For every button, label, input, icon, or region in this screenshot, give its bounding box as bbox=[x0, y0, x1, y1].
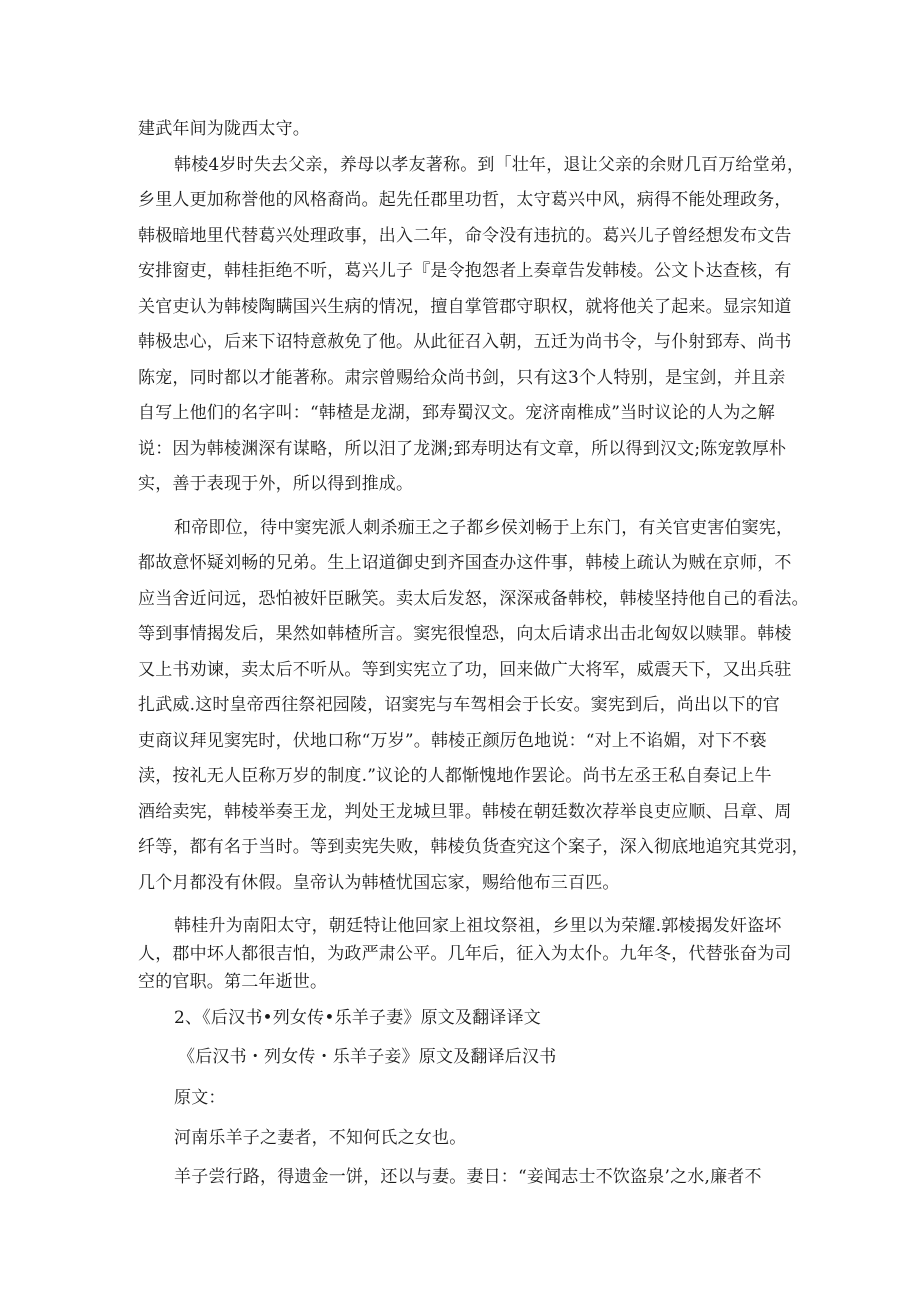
paragraph-line: 陈宠，同时都以才能著称。肃宗曾赐给众尚书剑，只有这3个人特别，是宝剑，并且亲 bbox=[138, 368, 786, 388]
paragraph-line: 韩极暗地里代替葛兴处理政事，出入二年，命令没有违抗的。葛兴儿子曾经想发布文告 bbox=[138, 226, 792, 246]
paragraph-line: 酒给卖宪，韩棱举奏王龙，判处王龙城旦罪。韩棱在朝廷数次荐举良吏应顺、吕章、周 bbox=[138, 802, 792, 822]
section-heading: 2、《后汉书•列女传•乐羊子妻》原文及翻译译文 bbox=[174, 1008, 541, 1028]
paragraph-line: 韩极忠心，后来下诏特意赦免了他。从此征召入朝，五迁为尚书令，与仆射郅寿、尚书 bbox=[138, 332, 792, 352]
original-text-label: 原文： bbox=[174, 1088, 226, 1108]
paragraph-line: 都故意怀疑刘畅的兄弟。生上诏道御史到齐国查办这件事，韩棱上疏认为贼在京师，不 bbox=[138, 553, 792, 573]
paragraph-line: 应当舍近问远，恐怕被奸臣瞅笑。卖太后发怒，深深戒备韩校，韩棱坚持他自己的看法。 bbox=[138, 589, 809, 609]
paragraph-line: 自写上他们的名字叫：“韩楂是龙湖，郅寿蜀汉文。宠济南椎成”当时议论的人为之解 bbox=[138, 403, 775, 423]
paragraph-line: 等到事情揭发后，果然如韩楂所言。窦宪很惶恐，向太后请求出击北匈奴以赎罪。韩棱 bbox=[138, 624, 792, 644]
paragraph-line: 关官吏认为韩棱陶瞒国兴生病的情况，擅自掌管郡守职权，就将他关了起来。显宗知道 bbox=[138, 297, 792, 317]
paragraph-line: 几个月都没有休假。皇帝认为韩楂忧国忘家，赐给他布三百匹。 bbox=[138, 873, 620, 893]
paragraph-line: 安排窗吏，韩桂拒绝不听，葛兴儿子『是令抱怨者上奏章告发韩棱。公文卜达查核，有 bbox=[138, 261, 792, 281]
paragraph-line: 吏商议拜见窦宪时，伏地口称“万岁”。韩棱正颜厉色地说：“对上不谄媚，对下不亵 bbox=[138, 731, 767, 751]
paragraph-line: 羊子尝行路，得遗金一饼，还以与妻。妻日：“妾闻志士不饮盗泉’之水,廉者不 bbox=[174, 1167, 762, 1187]
paragraph-line: 乡里人更加称誉他的风格裔尚。起先任郡里功哲，太守葛兴中风，病得不能处理政务， bbox=[138, 190, 792, 210]
paragraph-line: 河南乐羊子之妻者，不知何氏之女也。 bbox=[174, 1128, 467, 1148]
paragraph-line: 说：因为韩棱渊深有谋略，所以汨了龙渊;郅寿明达有文章，所以得到汉文;陈宠敦厚朴 bbox=[138, 439, 787, 459]
paragraph-line: 韩桂升为南阳太守，朝廷特让他回家上祖坟祭祖，乡里以为荣耀.郭棱揭发奸盗坏 bbox=[174, 916, 782, 936]
paragraph-line: 建武年间为陇西太守。 bbox=[138, 119, 310, 139]
paragraph-line: 又上书劝谏，卖太后不听从。等到实宪立了功，回来做广大将军，威震天下，又出兵驻 bbox=[138, 660, 792, 680]
paragraph-line: 实，善于表现于外，所以得到推成。 bbox=[138, 474, 414, 494]
paragraph-line: 空的官职。第二年逝世。 bbox=[138, 972, 328, 992]
paragraph-line: 和帝即位，待中窦宪派人刺杀痂王之子都乡侯刘畅于上东门，有关官吏害伯窦宪， bbox=[174, 518, 794, 538]
section-subheading: 《后汉书・列女传・乐羊子妾》原文及翻译后汉书 bbox=[178, 1047, 557, 1067]
paragraph-line: 人，郡中坏人都很吉怕，为政严肃公平。几年后，征入为太仆。九年冬，代替张奋为司 bbox=[138, 944, 792, 964]
paragraph-line: 韩棱4岁时失去父亲，养母以孝友著称。到「壮年，退让父亲的余财几百万给堂弟， bbox=[174, 155, 805, 175]
paragraph-line: 纤等，都有名于当时。等到卖宪失败，韩棱负货查究这个案子，深入彻底地追究其党羽， bbox=[138, 837, 809, 857]
paragraph-line: 渎，按礼无人臣称万岁的制度.”议论的人都惭愧地作罢论。尚书左丞王私自奏记上牛 bbox=[138, 766, 772, 786]
paragraph-line: 扎武威.这时皇帝西往祭祀园陵，诏窦宪与车驾相会于长安。窦宪到后，尚出以下的官 bbox=[138, 695, 781, 715]
